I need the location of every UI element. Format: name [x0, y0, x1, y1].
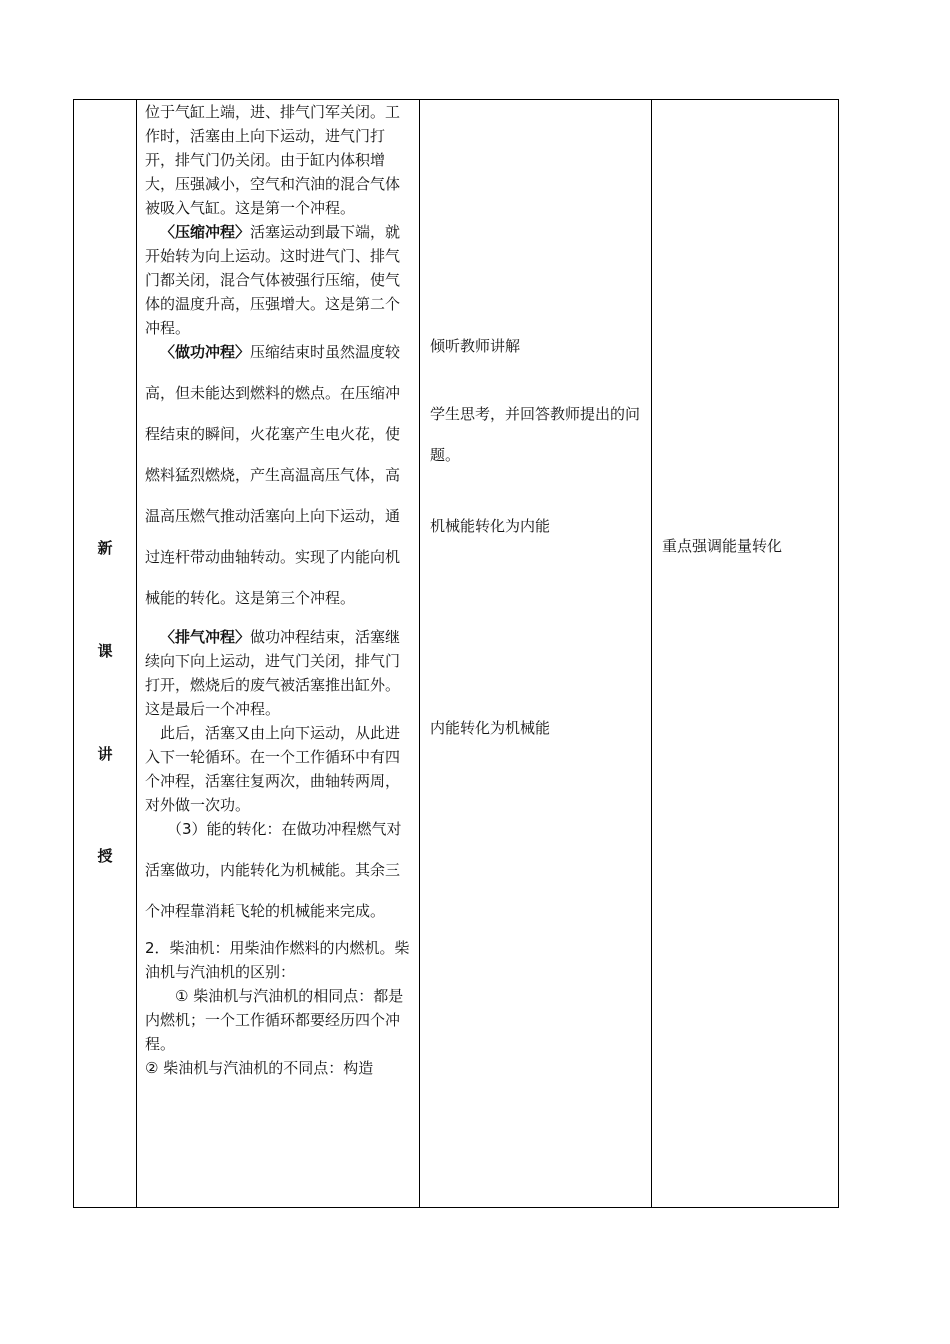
section-char: 讲: [97, 745, 113, 763]
compression-title: 〈压缩冲程〉: [160, 223, 251, 241]
diff-points-paragraph: ② 柴油机与汽油机的不同点：构造: [145, 1059, 374, 1077]
student-internal-text: 内能转化为机械能: [430, 719, 551, 737]
student-mech-text: 机械能转化为内能: [430, 517, 551, 535]
diesel-paragraph: 2．柴油机：用柴油作燃料的内燃机。柴油机与汽油机的区别：: [145, 939, 410, 981]
power-text: 压缩结束时虽然温度较高，但未能达到燃料的燃点。在压缩冲程结束的瞬间，火花塞产生电火花，使燃料猛烈燃烧，产生高温高压气体，高温高压燃气推动活塞向上向下运动，通过连杆带动曲轴转动。实现了内能向机械能的转化。这是第三个冲程。: [145, 343, 401, 607]
content-cell: [137, 100, 420, 1208]
table-row: [74, 100, 839, 1208]
student-activity-cell: [420, 100, 652, 1208]
energy-paragraph: （3）能的转化：在做功冲程燃气对活塞做功，内能转化为机械能。其余三个冲程靠消耗飞轮的机械能来完成。: [145, 820, 402, 920]
content-body: [137, 100, 419, 1080]
cycle-paragraph: 此后，活塞又由上向下运动，从此进入下一轮循环。在一个工作循环中有四个冲程，活塞往复两次，曲轴转两周，对外做一次功。: [145, 724, 401, 814]
power-title: 〈做功冲程〉: [160, 343, 251, 361]
exhaust-paragraph: [145, 625, 413, 721]
same-points-paragraph: ① 柴油机与汽油机的相同点：都是内燃机；一个工作循环都要经历四个冲程。: [145, 987, 404, 1053]
exhaust-title: 〈排气冲程〉: [160, 628, 251, 646]
compression-paragraph: [145, 220, 413, 340]
student-think-text: 学生思考，并回答教师提出的问题。: [430, 405, 641, 464]
section-char: 课: [97, 642, 113, 660]
intake-paragraph: 位于气缸上端，进、排气门军关闭。工作时，活塞由上向下运动，进气门打开，排气门仍关闭。由于缸内体积增大，压强减小，空气和汽油的混合气体被吸入气缸。这是第一个冲程。: [145, 103, 401, 217]
notes-emphasis-text: 重点强调能量转化: [662, 537, 783, 555]
section-char: 新: [97, 539, 113, 557]
exhaust-text: 做功冲程结束，活塞继续向下向上运动，进气门关闭，排气门打开，燃烧后的废气被活塞推出缸外。这是最后一个冲程。: [145, 628, 401, 718]
student-listen-text: 倾听教师讲解: [430, 337, 521, 355]
power-paragraph: [145, 332, 413, 619]
notes-cell: [652, 100, 839, 1208]
lesson-table: [73, 99, 839, 1208]
section-cell: [74, 100, 137, 1208]
section-char: 授: [97, 847, 113, 865]
compression-text: 活塞运动到最下端，就开始转为向上运动。这时进气门、排气门都关闭，混合气体被强行压缩，使气体的温度升高，压强增大。这是第二个冲程。: [145, 223, 401, 337]
